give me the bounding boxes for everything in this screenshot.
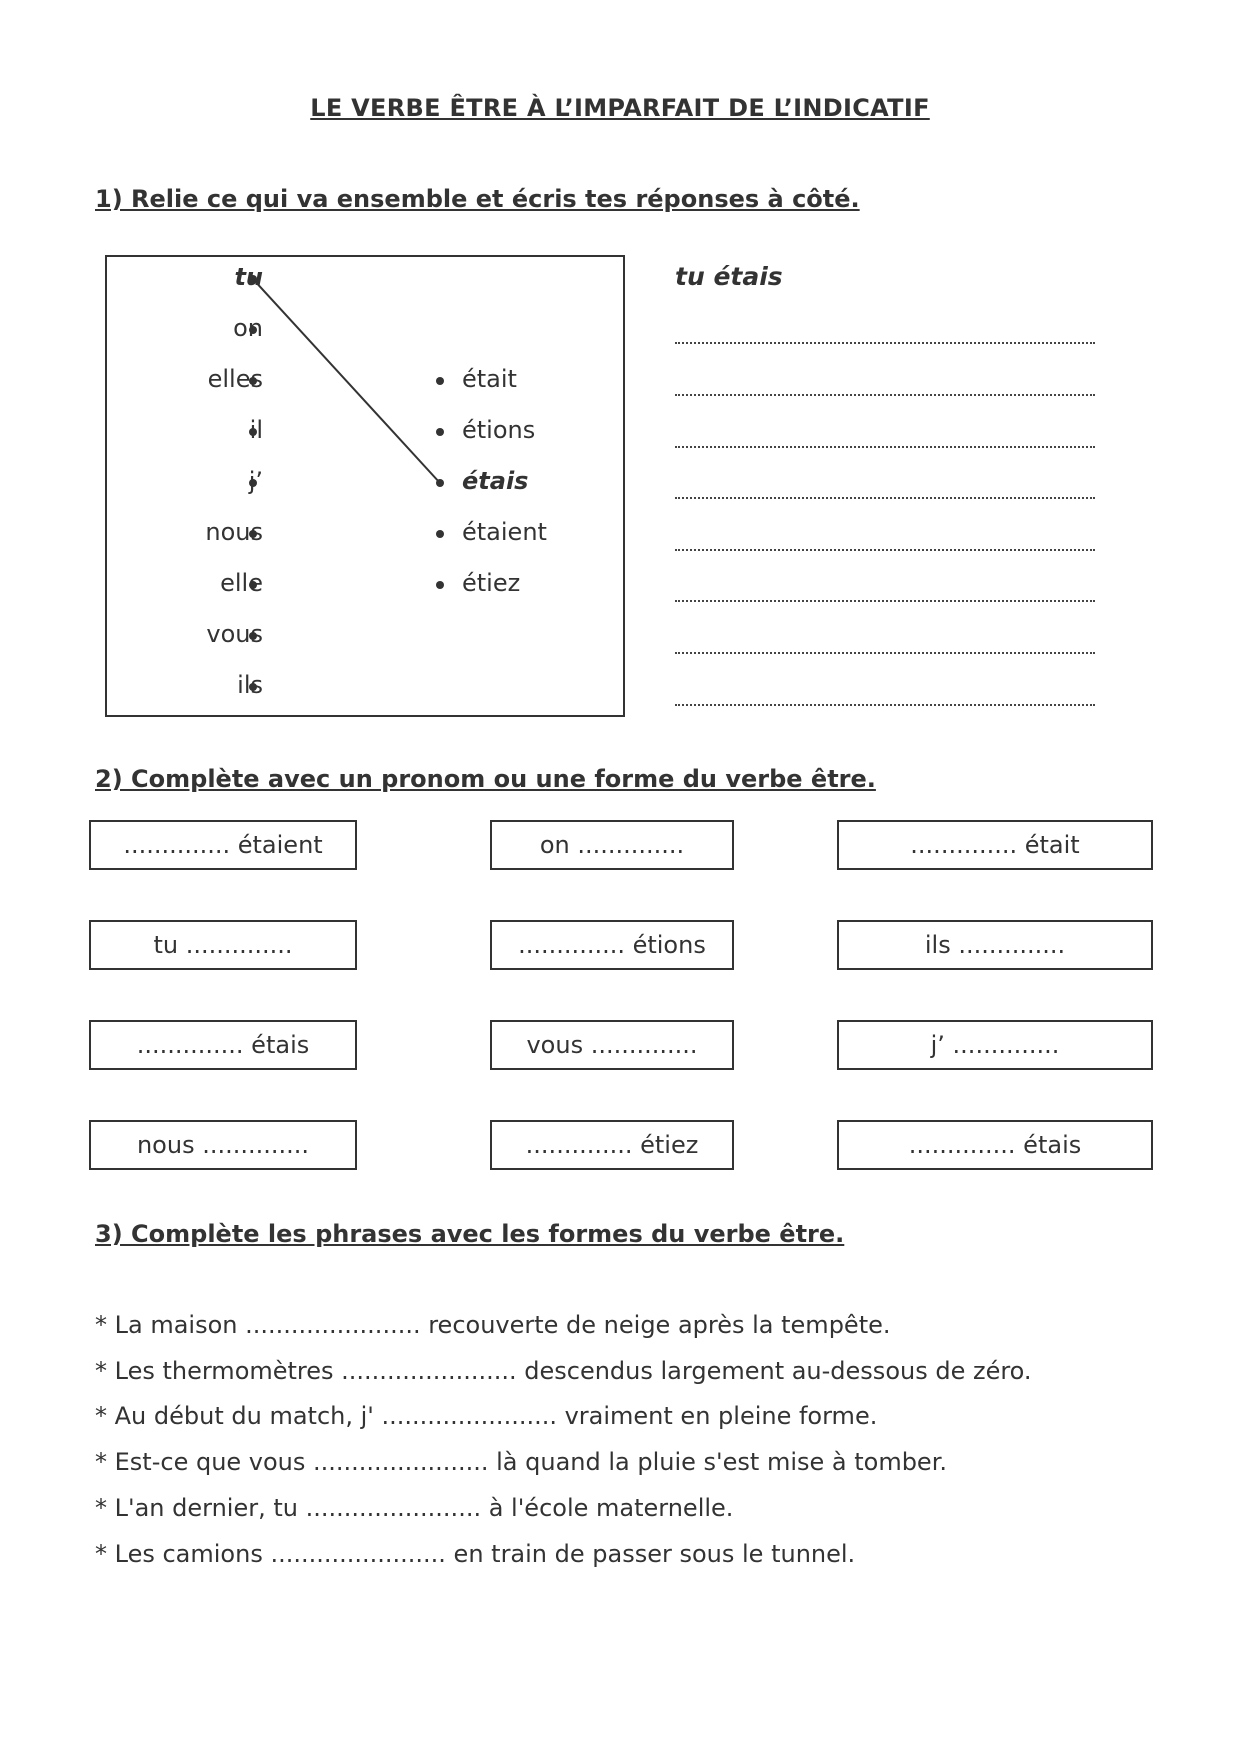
matching-lines [107, 257, 627, 719]
answer-line[interactable] [675, 704, 1095, 706]
fill-box[interactable]: j’ .............. [837, 1020, 1153, 1070]
fill-box[interactable]: .............. étions [490, 920, 734, 970]
fill-box[interactable]: .............. était [837, 820, 1153, 870]
verb-etions: étions [462, 416, 536, 444]
pronoun-j: j’ [248, 467, 263, 495]
matching-box [105, 255, 625, 717]
pronoun-elle: elle [220, 569, 263, 597]
exercise-1-heading: 1) Relie ce qui va ensemble et écris tes réponses à côté. [95, 185, 860, 213]
sentence: * La maison ....................... recouverte de neige après la tempête. [95, 1311, 891, 1339]
sentence: * Au début du match, j' ....................... vraiment en pleine forme. [95, 1402, 878, 1430]
verb-etiez: étiez [462, 569, 521, 597]
pronoun-tu: tu [234, 263, 263, 291]
answer-line[interactable] [675, 446, 1095, 448]
fill-box[interactable]: on .............. [490, 820, 734, 870]
sentence: * Les thermomètres ....................... descendus largement au-dessous de zéro. [95, 1357, 1032, 1385]
pronoun-elles: elles [207, 365, 263, 393]
answer-line[interactable] [675, 600, 1095, 602]
verb-etaient: étaient [462, 518, 547, 546]
verb-etais: étais [462, 467, 529, 495]
verb-dot-etait[interactable] [436, 377, 444, 385]
pronoun-nous: nous [205, 518, 263, 546]
pronoun-ils: ils [237, 671, 263, 699]
fill-box[interactable]: nous .............. [89, 1120, 357, 1170]
example-connection-line [253, 279, 440, 483]
verb-dot-etions[interactable] [436, 428, 444, 436]
pronoun-vous: vous [206, 620, 263, 648]
fill-box[interactable]: .............. étais [837, 1120, 1153, 1170]
fill-box[interactable]: ils .............. [837, 920, 1153, 970]
sentence: * L'an dernier, tu ....................... à l'école maternelle. [95, 1494, 734, 1522]
exercise-3-heading: 3) Complète les phrases avec les formes du verbe être. [95, 1220, 845, 1248]
sentence: * Est-ce que vous ....................... là quand la pluie s'est mise à tomber. [95, 1448, 947, 1476]
page-title: LE VERBE ÊTRE À L’IMPARFAIT DE L’INDICATIF [310, 94, 930, 122]
verb-etait: était [462, 365, 517, 393]
answer-line[interactable] [675, 497, 1095, 499]
exercise-2-heading: 2) Complète avec un pronom ou une forme du verbe être. [95, 765, 876, 793]
verb-dot-etaient[interactable] [436, 530, 444, 538]
verb-dot-etiez[interactable] [436, 581, 444, 589]
fill-box[interactable]: vous .............. [490, 1020, 734, 1070]
fill-box[interactable]: tu .............. [89, 920, 357, 970]
sentence: * Les camions ....................... en train de passer sous le tunnel. [95, 1540, 856, 1568]
answer-line[interactable] [675, 394, 1095, 396]
answer-line[interactable] [675, 342, 1095, 344]
example-answer: tu étais [675, 262, 783, 291]
pronoun-on: on [233, 314, 263, 342]
pronoun-il: il [249, 416, 263, 444]
answer-line[interactable] [675, 652, 1095, 654]
fill-box[interactable]: .............. étiez [490, 1120, 734, 1170]
answer-line[interactable] [675, 549, 1095, 551]
fill-box[interactable]: .............. étaient [89, 820, 357, 870]
fill-box[interactable]: .............. étais [89, 1020, 357, 1070]
